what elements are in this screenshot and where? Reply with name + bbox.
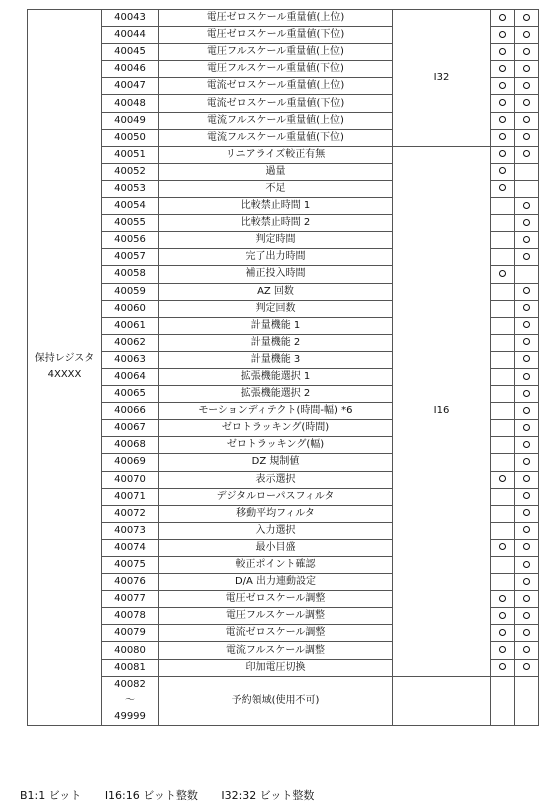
register-address: 40057 [102,249,159,266]
register-address: 40045 [102,44,159,61]
supported-mark [515,232,539,249]
supported-mark [515,403,539,420]
register-address: 40062 [102,334,159,351]
supported-mark [491,61,515,78]
supported-mark [491,642,515,659]
circle-mark-icon [523,373,530,380]
supported-mark [491,10,515,27]
supported-mark [515,146,539,163]
register-category [28,10,102,726]
circle-mark-icon [523,236,530,243]
supported-mark [515,61,539,78]
supported-mark [515,505,539,522]
empty-mark-cell [491,386,515,403]
data-type-i16: I16 [393,146,491,676]
empty-mark-cell [491,232,515,249]
supported-mark [515,608,539,625]
supported-mark [491,163,515,180]
circle-mark-icon [523,14,530,21]
empty-mark-cell [491,300,515,317]
supported-mark [515,437,539,454]
supported-mark [491,129,515,146]
empty-mark-cell [491,505,515,522]
register-name: 電圧フルスケール調整 [159,608,393,625]
table-row [28,10,539,27]
register-address: 40074 [102,539,159,556]
circle-mark-icon [499,543,506,550]
register-name: 電流ゼロスケール調整 [159,625,393,642]
circle-mark-icon [523,578,530,585]
circle-mark-icon [499,116,506,123]
circle-mark-icon [523,338,530,345]
register-name: デジタルローパスフィルタ [159,488,393,505]
reserved-area-label: 予約領域(使用不可) [159,676,393,725]
register-name: 完了出力時間 [159,249,393,266]
register-address: 40072 [102,505,159,522]
register-name: D/A 出力連動設定 [159,574,393,591]
supported-mark [491,27,515,44]
register-name: 比較禁止時間 2 [159,215,393,232]
empty-mark-cell [491,198,515,215]
empty-mark-cell [491,368,515,385]
empty-mark-cell [491,420,515,437]
circle-mark-icon [499,99,506,106]
register-address: 40052 [102,163,159,180]
supported-mark [515,44,539,61]
reserved-address: 40082 [102,676,159,693]
register-name: 最小目盛 [159,539,393,556]
register-name: 判定時間 [159,232,393,249]
circle-mark-icon [523,629,530,636]
supported-mark [491,112,515,129]
circle-mark-icon [523,99,530,106]
circle-mark-icon [523,407,530,414]
circle-mark-icon [523,475,530,482]
legend-b1: B1:1 ビット [20,789,82,802]
register-address: 40060 [102,300,159,317]
supported-mark [515,129,539,146]
legend-i32: I32:32 ビット整数 [221,789,315,802]
register-address: 40073 [102,522,159,539]
register-name: DZ 規制値 [159,454,393,471]
register-address: 40059 [102,283,159,300]
circle-mark-icon [523,561,530,568]
supported-mark [515,522,539,539]
reserved-type-cell [393,676,491,725]
register-name: AZ 回数 [159,283,393,300]
register-address: 40056 [102,232,159,249]
register-address: 40061 [102,317,159,334]
supported-mark [491,180,515,197]
supported-mark [491,625,515,642]
supported-mark [515,454,539,471]
supported-mark [515,300,539,317]
supported-mark [515,420,539,437]
table-row-reserved [28,676,539,693]
circle-mark-icon [523,595,530,602]
supported-mark [515,574,539,591]
register-address: 40070 [102,471,159,488]
circle-mark-icon [523,48,530,55]
circle-mark-icon [499,133,506,140]
supported-mark [491,146,515,163]
circle-mark-icon [523,116,530,123]
circle-mark-icon [523,612,530,619]
register-name: 移動平均フィルタ [159,505,393,522]
circle-mark-icon [523,441,530,448]
circle-mark-icon [499,270,506,277]
supported-mark [491,78,515,95]
circle-mark-icon [523,219,530,226]
empty-mark-cell [491,437,515,454]
register-address: 40058 [102,266,159,283]
supported-mark [515,386,539,403]
empty-mark-cell [491,522,515,539]
register-address: 40081 [102,659,159,676]
circle-mark-icon [499,31,506,38]
supported-mark [515,317,539,334]
circle-mark-icon [499,48,506,55]
supported-mark [515,198,539,215]
legend-i16: I16:16 ビット整数 [104,789,198,802]
circle-mark-icon [523,150,530,157]
supported-mark [515,488,539,505]
register-address: 40055 [102,215,159,232]
supported-mark [491,471,515,488]
reserved-address: ～ [102,693,159,709]
empty-mark-cell [491,334,515,351]
supported-mark [491,591,515,608]
empty-mark-cell [491,283,515,300]
empty-mark-cell [491,454,515,471]
register-name: 電圧フルスケール重量値(下位) [159,61,393,78]
register-address: 40067 [102,420,159,437]
supported-mark [491,659,515,676]
empty-mark-cell [491,351,515,368]
circle-mark-icon [523,646,530,653]
empty-mark-cell [491,574,515,591]
register-address: 40076 [102,574,159,591]
data-type-i32: I32 [393,10,491,147]
register-table [27,9,539,726]
circle-mark-icon [523,526,530,533]
circle-mark-icon [523,355,530,362]
circle-mark-icon [499,167,506,174]
supported-mark [515,334,539,351]
register-name: 拡張機能選択 2 [159,386,393,403]
register-name: 計量機能 3 [159,351,393,368]
register-name: 電流フルスケール重量値(下位) [159,129,393,146]
circle-mark-icon [523,31,530,38]
register-name: 不足 [159,180,393,197]
register-name: 表示選択 [159,471,393,488]
register-name: 比較禁止時間 1 [159,198,393,215]
register-address: 40048 [102,95,159,112]
circle-mark-icon [523,390,530,397]
circle-mark-icon [499,150,506,157]
register-name: 電流ゼロスケール重量値(下位) [159,95,393,112]
empty-mark-cell [491,249,515,266]
register-name: 印加電圧切換 [159,659,393,676]
register-address: 40043 [102,10,159,27]
register-address: 40047 [102,78,159,95]
register-address: 40078 [102,608,159,625]
register-name: 電圧ゼロスケール重量値(下位) [159,27,393,44]
circle-mark-icon [523,509,530,516]
circle-mark-icon [523,65,530,72]
register-name: 電流ゼロスケール重量値(上位) [159,78,393,95]
register-name: 補正投入時間 [159,266,393,283]
circle-mark-icon [523,253,530,260]
register-name: 判定回数 [159,300,393,317]
supported-mark [515,642,539,659]
circle-mark-icon [499,475,506,482]
supported-mark [491,95,515,112]
register-address: 40053 [102,180,159,197]
register-name: 電圧フルスケール重量値(上位) [159,44,393,61]
supported-mark [515,659,539,676]
circle-mark-icon [499,14,506,21]
register-address: 40063 [102,351,159,368]
register-address: 40071 [102,488,159,505]
circle-mark-icon [523,287,530,294]
supported-mark [515,215,539,232]
circle-mark-icon [499,646,506,653]
circle-mark-icon [499,184,506,191]
register-name: 電流フルスケール重量値(上位) [159,112,393,129]
register-address: 40044 [102,27,159,44]
supported-mark [515,539,539,556]
table-row [28,146,539,163]
register-name: 計量機能 2 [159,334,393,351]
circle-mark-icon [523,202,530,209]
supported-mark [515,625,539,642]
register-name: ゼロトラッキング(時間) [159,420,393,437]
circle-mark-icon [523,304,530,311]
register-name: 電圧ゼロスケール調整 [159,591,393,608]
register-address: 40066 [102,403,159,420]
supported-mark [515,591,539,608]
circle-mark-icon [499,595,506,602]
register-name: 計量機能 1 [159,317,393,334]
register-address: 40054 [102,198,159,215]
register-address: 40080 [102,642,159,659]
empty-mark-cell [515,163,539,180]
register-name: モーションディテクト(時間-幅) *6 [159,403,393,420]
supported-mark [515,112,539,129]
reserved-address: 49999 [102,709,159,726]
empty-mark-cell [515,180,539,197]
register-name: 電流フルスケール調整 [159,642,393,659]
register-address: 40046 [102,61,159,78]
register-name: 過量 [159,163,393,180]
register-address: 40051 [102,146,159,163]
supported-mark [515,27,539,44]
register-address: 40069 [102,454,159,471]
register-name: 拡張機能選択 1 [159,368,393,385]
register-address: 40049 [102,112,159,129]
circle-mark-icon [523,492,530,499]
empty-mark-cell [515,266,539,283]
category-range: 4XXXX [47,369,82,381]
circle-mark-icon [523,543,530,550]
circle-mark-icon [523,424,530,431]
register-name: 入力選択 [159,522,393,539]
supported-mark [491,266,515,283]
supported-mark [515,557,539,574]
register-address: 40077 [102,591,159,608]
supported-mark [515,10,539,27]
register-address: 40075 [102,557,159,574]
supported-mark [515,471,539,488]
register-address: 40065 [102,386,159,403]
register-address: 40079 [102,625,159,642]
supported-mark [491,44,515,61]
supported-mark [491,539,515,556]
supported-mark [515,78,539,95]
circle-mark-icon [523,321,530,328]
empty-mark-cell [491,557,515,574]
reserved-mark-cell-1 [491,676,515,725]
empty-mark-cell [491,403,515,420]
supported-mark [515,351,539,368]
circle-mark-icon [499,82,506,89]
empty-mark-cell [491,215,515,232]
supported-mark [491,608,515,625]
circle-mark-icon [499,65,506,72]
reserved-mark-cell-2 [515,676,539,725]
type-legend [20,787,334,803]
circle-mark-icon [499,612,506,619]
circle-mark-icon [499,629,506,636]
circle-mark-icon [523,663,530,670]
supported-mark [515,249,539,266]
register-name: ゼロトラッキング(幅) [159,437,393,454]
circle-mark-icon [523,458,530,465]
register-address: 40064 [102,368,159,385]
register-address: 40068 [102,437,159,454]
circle-mark-icon [499,663,506,670]
category-label: 保持レジスタ [34,353,95,365]
register-address: 40050 [102,129,159,146]
supported-mark [515,283,539,300]
register-name: 較正ポイント確認 [159,557,393,574]
register-name: 電圧ゼロスケール重量値(上位) [159,10,393,27]
empty-mark-cell [491,488,515,505]
register-name: リニアライズ較正有無 [159,146,393,163]
empty-mark-cell [491,317,515,334]
circle-mark-icon [523,82,530,89]
supported-mark [515,95,539,112]
circle-mark-icon [523,133,530,140]
supported-mark [515,368,539,385]
